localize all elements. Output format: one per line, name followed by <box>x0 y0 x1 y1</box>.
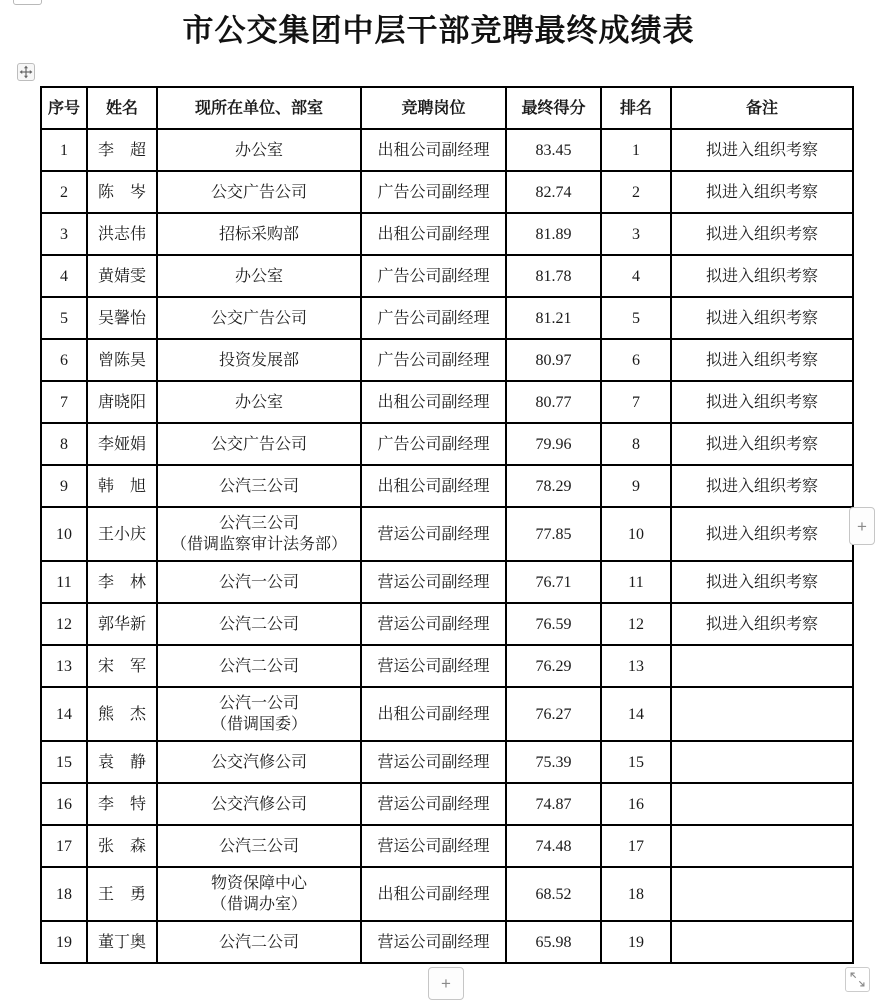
cell-remark[interactable] <box>671 825 853 867</box>
table-row <box>41 171 853 213</box>
plus-icon: + <box>857 516 867 536</box>
cell-position[interactable]: 营运公司副经理 <box>361 507 506 561</box>
cell-unit[interactable] <box>157 255 361 297</box>
cell-unit[interactable] <box>157 921 361 963</box>
cell-rank[interactable]: 8 <box>601 423 671 465</box>
cell-unit-line: 投资发展部 <box>218 351 299 369</box>
cell-position[interactable]: 出租公司副经理 <box>361 213 506 255</box>
table-header-row <box>41 87 853 129</box>
cell-rank[interactable]: 12 <box>601 603 671 645</box>
cell-name[interactable]: 曾陈昊 <box>87 339 157 381</box>
cell-rank[interactable]: 1 <box>601 129 671 171</box>
cell-remark[interactable]: 拟进入组织考察 <box>671 561 853 603</box>
cell-remark[interactable]: 拟进入组织考察 <box>671 603 853 645</box>
cell-unit-line: （借调国委） <box>210 716 307 733</box>
table-row <box>41 561 853 603</box>
cell-remark[interactable] <box>671 867 853 921</box>
cell-score[interactable]: 80.77 <box>506 381 601 423</box>
cell-unit-line: 公汽二公司 <box>218 657 299 675</box>
cell-unit-line: 办公室 <box>234 141 283 159</box>
cell-unit[interactable] <box>157 339 361 381</box>
cell-unit-line: 公汽二公司 <box>218 933 299 951</box>
table-row <box>41 213 853 255</box>
cell-name[interactable]: 熊 杰 <box>87 687 157 741</box>
cell-position[interactable]: 营运公司副经理 <box>361 561 506 603</box>
cell-no[interactable]: 18 <box>41 867 87 921</box>
cell-rank[interactable]: 17 <box>601 825 671 867</box>
header-position[interactable]: 竞聘岗位 <box>361 87 506 129</box>
table-row <box>41 645 853 687</box>
cell-rank[interactable]: 9 <box>601 465 671 507</box>
cell-position[interactable]: 出租公司副经理 <box>361 465 506 507</box>
cell-no[interactable]: 17 <box>41 825 87 867</box>
cell-unit-line: 公汽三公司 <box>218 477 299 495</box>
cell-unit-line: 公交广告公司 <box>210 309 307 327</box>
cell-remark[interactable]: 拟进入组织考察 <box>671 213 853 255</box>
cell-score[interactable]: 77.85 <box>506 507 601 561</box>
cell-name[interactable]: 袁 静 <box>87 741 157 783</box>
cell-name[interactable]: 董丁奥 <box>87 921 157 963</box>
cell-no[interactable]: 16 <box>41 783 87 825</box>
cell-score[interactable]: 80.97 <box>506 339 601 381</box>
cell-no[interactable]: 11 <box>41 561 87 603</box>
cell-no[interactable]: 9 <box>41 465 87 507</box>
cell-no[interactable]: 10 <box>41 507 87 561</box>
header-score[interactable]: 最终得分 <box>506 87 601 129</box>
cell-position[interactable]: 广告公司副经理 <box>361 255 506 297</box>
cell-score[interactable]: 82.74 <box>506 171 601 213</box>
cell-remark[interactable]: 拟进入组织考察 <box>671 255 853 297</box>
table-move-handle[interactable] <box>17 63 35 81</box>
cell-score[interactable]: 76.29 <box>506 645 601 687</box>
cell-unit[interactable] <box>157 129 361 171</box>
table-row <box>41 783 853 825</box>
cell-unit[interactable] <box>157 507 361 561</box>
cell-score[interactable]: 65.98 <box>506 921 601 963</box>
cell-position[interactable]: 营运公司副经理 <box>361 645 506 687</box>
cell-remark[interactable] <box>671 741 853 783</box>
cell-unit[interactable] <box>157 741 361 783</box>
cell-name[interactable]: 黄婧雯 <box>87 255 157 297</box>
cell-unit-line: 公汽一公司 <box>218 573 299 591</box>
cell-no[interactable]: 13 <box>41 645 87 687</box>
cell-unit[interactable] <box>157 171 361 213</box>
cell-score[interactable]: 81.21 <box>506 297 601 339</box>
cell-unit-line: 公交汽修公司 <box>210 753 307 771</box>
header-no[interactable]: 序号 <box>41 87 87 129</box>
cell-position[interactable]: 广告公司副经理 <box>361 171 506 213</box>
header-unit[interactable]: 现所在单位、部室 <box>157 87 361 129</box>
cell-rank[interactable]: 10 <box>601 507 671 561</box>
cell-unit-line: 公汽一公司 <box>218 695 299 712</box>
cell-rank[interactable]: 13 <box>601 645 671 687</box>
table-row <box>41 825 853 867</box>
cell-remark[interactable] <box>671 645 853 687</box>
cell-rank[interactable]: 3 <box>601 213 671 255</box>
score-table <box>40 86 854 964</box>
cell-unit[interactable] <box>157 825 361 867</box>
cell-remark[interactable]: 拟进入组织考察 <box>671 297 853 339</box>
cell-remark[interactable]: 拟进入组织考察 <box>671 381 853 423</box>
cell-name[interactable]: 洪志伟 <box>87 213 157 255</box>
cell-unit[interactable] <box>157 687 361 741</box>
cell-position[interactable]: 营运公司副经理 <box>361 603 506 645</box>
cell-unit[interactable] <box>157 867 361 921</box>
cell-score[interactable]: 81.78 <box>506 255 601 297</box>
cell-unit-line: （借调办室） <box>210 896 307 913</box>
cell-no[interactable]: 19 <box>41 921 87 963</box>
cell-score[interactable]: 83.45 <box>506 129 601 171</box>
cell-name[interactable]: 李 林 <box>87 561 157 603</box>
add-column-button[interactable] <box>849 507 875 545</box>
cell-rank[interactable]: 19 <box>601 921 671 963</box>
document-title: 市公交集团中层干部竞聘最终成绩表 <box>182 13 695 48</box>
cell-name[interactable]: 吴馨怡 <box>87 297 157 339</box>
cell-position[interactable]: 出租公司副经理 <box>361 687 506 741</box>
table-row <box>41 507 853 561</box>
cell-score[interactable]: 76.27 <box>506 687 601 741</box>
cell-score[interactable]: 76.71 <box>506 561 601 603</box>
cell-rank[interactable]: 14 <box>601 687 671 741</box>
cell-position[interactable]: 营运公司副经理 <box>361 741 506 783</box>
cell-rank[interactable]: 2 <box>601 171 671 213</box>
cell-unit[interactable] <box>157 423 361 465</box>
cell-no[interactable]: 2 <box>41 171 87 213</box>
table-body <box>41 129 853 963</box>
table-row <box>41 339 853 381</box>
cell-unit-line: 公交汽修公司 <box>210 795 307 813</box>
cell-unit[interactable] <box>157 645 361 687</box>
table-row <box>41 741 853 783</box>
cell-name[interactable]: 韩 旭 <box>87 465 157 507</box>
cell-no[interactable]: 1 <box>41 129 87 171</box>
cell-no[interactable]: 3 <box>41 213 87 255</box>
header-remark[interactable]: 备注 <box>671 87 853 129</box>
cell-unit[interactable] <box>157 297 361 339</box>
cell-remark[interactable]: 拟进入组织考察 <box>671 339 853 381</box>
cell-no[interactable]: 15 <box>41 741 87 783</box>
cell-score[interactable]: 68.52 <box>506 867 601 921</box>
cell-remark[interactable] <box>671 783 853 825</box>
table-row <box>41 381 853 423</box>
cell-rank[interactable]: 5 <box>601 297 671 339</box>
cell-remark[interactable] <box>671 687 853 741</box>
cell-name[interactable]: 李娅娟 <box>87 423 157 465</box>
cell-score[interactable]: 74.48 <box>506 825 601 867</box>
cell-name[interactable]: 李 超 <box>87 129 157 171</box>
cell-rank[interactable]: 4 <box>601 255 671 297</box>
cell-unit-line: 办公室 <box>234 267 283 285</box>
add-row-button[interactable] <box>428 967 464 1000</box>
cell-rank[interactable]: 18 <box>601 867 671 921</box>
header-name[interactable]: 姓名 <box>87 87 157 129</box>
cell-position[interactable]: 广告公司副经理 <box>361 423 506 465</box>
cell-name[interactable]: 张 森 <box>87 825 157 867</box>
cell-remark[interactable]: 拟进入组织考察 <box>671 465 853 507</box>
table-row <box>41 921 853 963</box>
cell-position[interactable]: 营运公司副经理 <box>361 921 506 963</box>
header-rank[interactable]: 排名 <box>601 87 671 129</box>
cell-unit[interactable] <box>157 213 361 255</box>
table-resize-handle[interactable] <box>845 967 870 992</box>
table-row <box>41 867 853 921</box>
cell-unit-line: 公汽二公司 <box>218 615 299 633</box>
cell-score[interactable]: 78.29 <box>506 465 601 507</box>
cell-unit-line: 公汽三公司 <box>218 837 299 855</box>
cell-score[interactable]: 74.87 <box>506 783 601 825</box>
cell-position[interactable]: 出租公司副经理 <box>361 867 506 921</box>
cell-rank[interactable]: 15 <box>601 741 671 783</box>
table-row <box>41 603 853 645</box>
cell-rank[interactable]: 16 <box>601 783 671 825</box>
cell-unit-line: 公汽三公司 <box>218 515 299 532</box>
cell-unit[interactable] <box>157 381 361 423</box>
cell-unit-line: 物资保障中心 <box>210 875 307 892</box>
cell-name[interactable]: 陈 岑 <box>87 171 157 213</box>
cell-no[interactable]: 14 <box>41 687 87 741</box>
cell-name[interactable]: 宋 军 <box>87 645 157 687</box>
cell-no[interactable]: 6 <box>41 339 87 381</box>
cell-no[interactable]: 4 <box>41 255 87 297</box>
cell-no[interactable]: 12 <box>41 603 87 645</box>
diagonal-resize-icon <box>849 971 866 988</box>
table-row <box>41 129 853 171</box>
table-row <box>41 423 853 465</box>
cell-position[interactable]: 营运公司副经理 <box>361 825 506 867</box>
cell-score[interactable]: 79.96 <box>506 423 601 465</box>
cell-position[interactable]: 广告公司副经理 <box>361 339 506 381</box>
cell-score[interactable]: 81.89 <box>506 213 601 255</box>
cell-remark[interactable]: 拟进入组织考察 <box>671 423 853 465</box>
cell-no[interactable]: 7 <box>41 381 87 423</box>
cell-score[interactable]: 75.39 <box>506 741 601 783</box>
cell-score[interactable]: 76.59 <box>506 603 601 645</box>
cell-position[interactable]: 出租公司副经理 <box>361 381 506 423</box>
cell-rank[interactable]: 6 <box>601 339 671 381</box>
cell-remark[interactable]: 拟进入组织考察 <box>671 171 853 213</box>
cell-unit[interactable] <box>157 561 361 603</box>
cell-unit-line: （借调监察审计法务部） <box>170 536 347 553</box>
cell-remark[interactable] <box>671 921 853 963</box>
cell-rank[interactable]: 7 <box>601 381 671 423</box>
cell-position[interactable]: 营运公司副经理 <box>361 783 506 825</box>
cell-name[interactable]: 唐晓阳 <box>87 381 157 423</box>
cell-unit[interactable] <box>157 603 361 645</box>
cell-unit[interactable] <box>157 465 361 507</box>
cell-name[interactable]: 郭华新 <box>87 603 157 645</box>
cell-unit[interactable] <box>157 783 361 825</box>
cell-no[interactable]: 8 <box>41 423 87 465</box>
cell-unit-line: 办公室 <box>234 393 283 411</box>
table-top-add-button[interactable] <box>13 0 42 5</box>
cell-position[interactable]: 广告公司副经理 <box>361 297 506 339</box>
table-row <box>41 255 853 297</box>
cell-rank[interactable]: 11 <box>601 561 671 603</box>
cell-name[interactable]: 王 勇 <box>87 867 157 921</box>
cell-name[interactable]: 李 特 <box>87 783 157 825</box>
cell-no[interactable]: 5 <box>41 297 87 339</box>
table-row <box>41 687 853 741</box>
cell-unit-line: 公交广告公司 <box>210 183 307 201</box>
cell-name[interactable]: 王小庆 <box>87 507 157 561</box>
cell-unit-line: 招标采购部 <box>218 225 299 243</box>
cell-unit-line: 公交广告公司 <box>210 435 307 453</box>
plus-icon: + <box>441 974 451 993</box>
cell-position[interactable]: 出租公司副经理 <box>361 129 506 171</box>
table-row <box>41 465 853 507</box>
cell-remark[interactable]: 拟进入组织考察 <box>671 129 853 171</box>
move-cross-icon <box>19 65 33 79</box>
cell-remark[interactable]: 拟进入组织考察 <box>671 507 853 561</box>
table-row <box>41 297 853 339</box>
